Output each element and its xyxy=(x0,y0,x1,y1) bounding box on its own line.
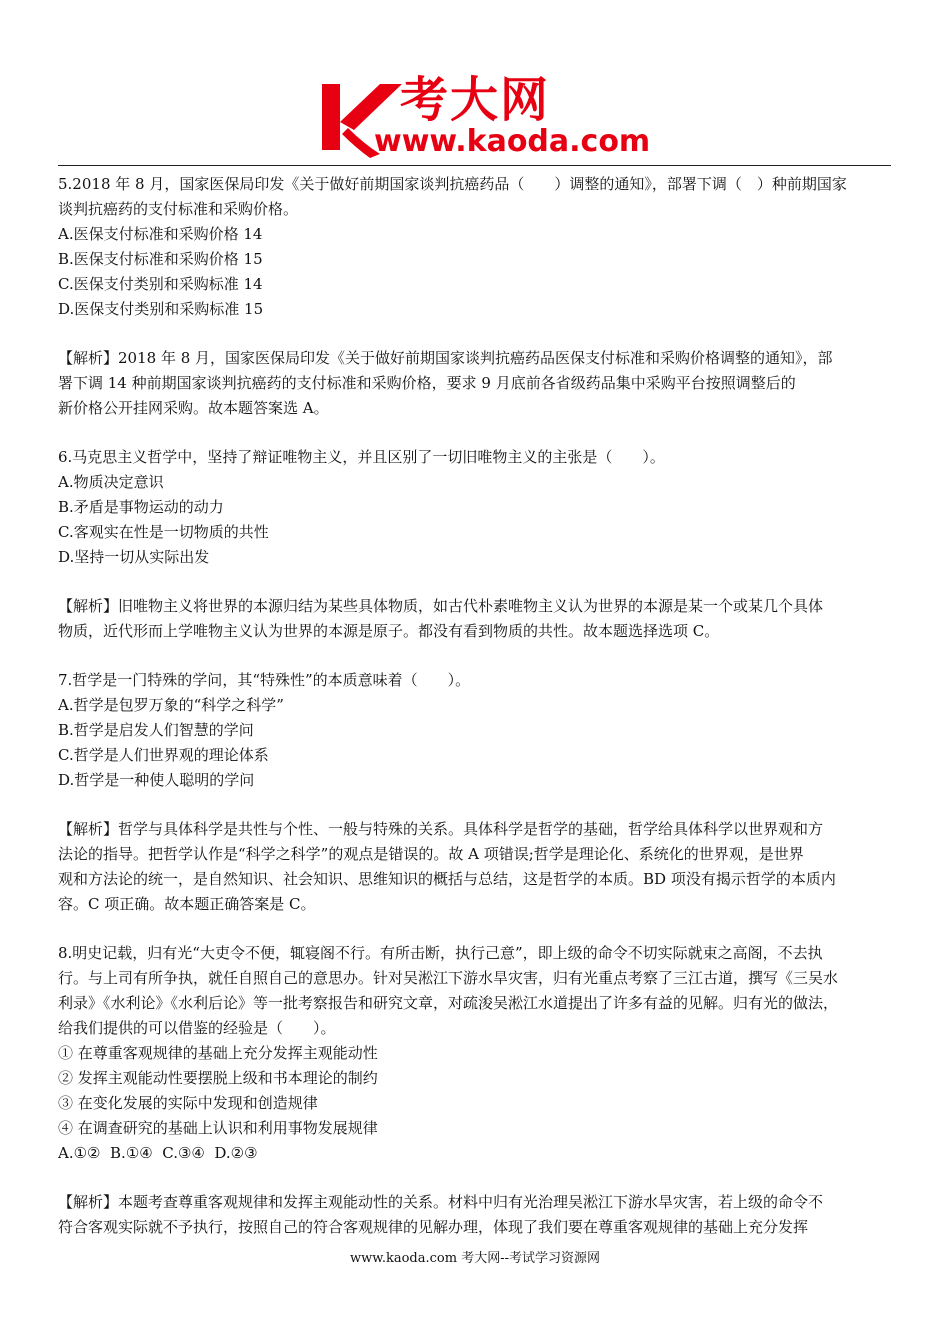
question-block xyxy=(58,668,894,793)
logo-chinese-name: 考大网 xyxy=(400,72,551,128)
question-block xyxy=(58,172,894,322)
analysis-line: 本题考查尊重客观规律和发挥主观能动性的关系。材料中归有光治理吴淞江下游水旱灾害，若上级的命令不 xyxy=(118,1193,824,1211)
analysis-line: 哲学与具体科学是共性与个性、一般与特殊的关系。具体科学是哲学的基础，哲学给具体科学以世界观和方 xyxy=(118,820,824,838)
analysis-tag: 【解析】 xyxy=(58,820,119,838)
option-d: D.医保支付类别和采购标准 15 xyxy=(58,300,264,318)
question-stem-line: 谈判抗癌药的支付标准和采购价格。 xyxy=(58,200,299,218)
analysis-line: 法论的指导。把哲学认作是“科学之科学”的观点是错误的。故 A 项错误;哲学是理论化、系统化的世界观，是世界 xyxy=(58,845,804,863)
logo-url: www.kaoda.com xyxy=(374,124,651,159)
question-block xyxy=(58,445,894,570)
analysis-line: 署下调 14 种前期国家谈判抗癌药的支付标准和采购价格，要求 9 月底前各省级药品集中采购平台按照调整后的 xyxy=(58,374,796,392)
analysis-line: 新价格公开挂网采购。故本题答案选 A。 xyxy=(58,399,329,417)
option-c: C.哲学是人们世界观的理论体系 xyxy=(58,746,269,764)
question-stem-line: 5.2018 年 8 月，国家医保局印发《关于做好前期国家谈判抗癌药品（ ）调整的通知》，部署下调（ ）种前期国家 xyxy=(58,175,847,193)
analysis-line: 物质，近代形而上学唯物主义认为世界的本源是原子。都没有看到物质的共性。故本题选择选项 C。 xyxy=(58,622,720,640)
page-footer[interactable]: www.kaoda.com 考大网--考试学习资源网 xyxy=(350,1251,600,1266)
statement-4: ④ 在调查研究的基础上认识和利用事物发展规律 xyxy=(58,1119,378,1137)
option-c: C.医保支付类别和采购标准 14 xyxy=(58,275,263,293)
statement-1: ① 在尊重客观规律的基础上充分发挥主观能动性 xyxy=(58,1044,378,1062)
option-b: B.哲学是启发人们智慧的学问 xyxy=(58,721,254,739)
question-stem-line: 8.明史记载，归有光“大吏令不便，辄寝阁不行。有所击断，执行己意”，即上级的命令不切实际就束之高阁，不去执 xyxy=(58,944,823,962)
option-d: D.坚持一切从实际出发 xyxy=(58,548,210,566)
analysis-line: 符合客观实际就不予执行，按照自己的符合客观规律的见解办理，体现了我们要在尊重客观规律的基础上充分发挥 xyxy=(58,1218,809,1236)
analysis-tag: 【解析】 xyxy=(58,1193,119,1211)
option-c: C.客观实在性是一切物质的共性 xyxy=(58,523,269,541)
option-b: B.医保支付标准和采购价格 15 xyxy=(58,250,263,268)
question-stem-line: 给我们提供的可以借鉴的经验是（ ）。 xyxy=(58,1019,336,1037)
analysis-tag: 【解析】 xyxy=(58,349,119,367)
question-stem-line: 7.哲学是一门特殊的学问，其“特殊性”的本质意味着（ ）。 xyxy=(58,671,471,689)
answer-options: A.①② B.①④ C.③④ D.②③ xyxy=(58,1144,258,1162)
analysis-line: 容。C 项正确。故本题正确答案是 C。 xyxy=(58,895,316,913)
analysis-block xyxy=(58,817,894,917)
site-logo[interactable] xyxy=(318,72,651,164)
option-b: B.矛盾是事物运动的动力 xyxy=(58,498,224,516)
analysis-block xyxy=(58,1190,894,1240)
question-stem-line: 利录》《水利论》《水利后论》等一批考察报告和研究文章，对疏浚吴淞江水道提出了许多有益的见解。归有光的做法， xyxy=(58,994,839,1012)
question-stem-line: 6.马克思主义哲学中，坚持了辩证唯物主义，并且区别了一切旧唯物主义的主张是（ ）。 xyxy=(58,448,665,466)
option-a: A.医保支付标准和采购价格 14 xyxy=(58,225,263,243)
analysis-tag: 【解析】 xyxy=(58,597,119,615)
option-a: A.物质决定意识 xyxy=(58,473,164,491)
analysis-block xyxy=(58,346,894,421)
question-stem-line: 行。与上司有所争执，就任自照自己的意思办。针对吴淞江下游水旱灾害，归有光重点考察了三江古道，撰写《三吴水 xyxy=(58,969,839,987)
statement-2: ② 发挥主观能动性要摆脱上级和书本理论的制约 xyxy=(58,1069,378,1087)
analysis-block xyxy=(58,594,894,644)
question-block xyxy=(58,941,894,1166)
statement-3: ③ 在变化发展的实际中发现和创造规律 xyxy=(58,1094,318,1112)
option-a: A.哲学是包罗万象的“科学之科学” xyxy=(58,696,284,714)
analysis-line: 观和方法论的统一，是自然知识、社会知识、思维知识的概括与总结，这是哲学的本质。BD 项没有揭示哲学的本质内 xyxy=(58,870,836,888)
analysis-line: 旧唯物主义将世界的本源归结为某些具体物质，如古代朴素唯物主义认为世界的本源是某一个或某几个具体 xyxy=(118,597,824,615)
option-d: D.哲学是一种使人聪明的学问 xyxy=(58,771,255,789)
header-divider xyxy=(58,165,891,166)
question-content xyxy=(58,172,894,1240)
analysis-line: 2018 年 8 月，国家医保局印发《关于做好前期国家谈判抗癌药品医保支付标准和采购价格调整的通知》，部 xyxy=(118,349,833,367)
